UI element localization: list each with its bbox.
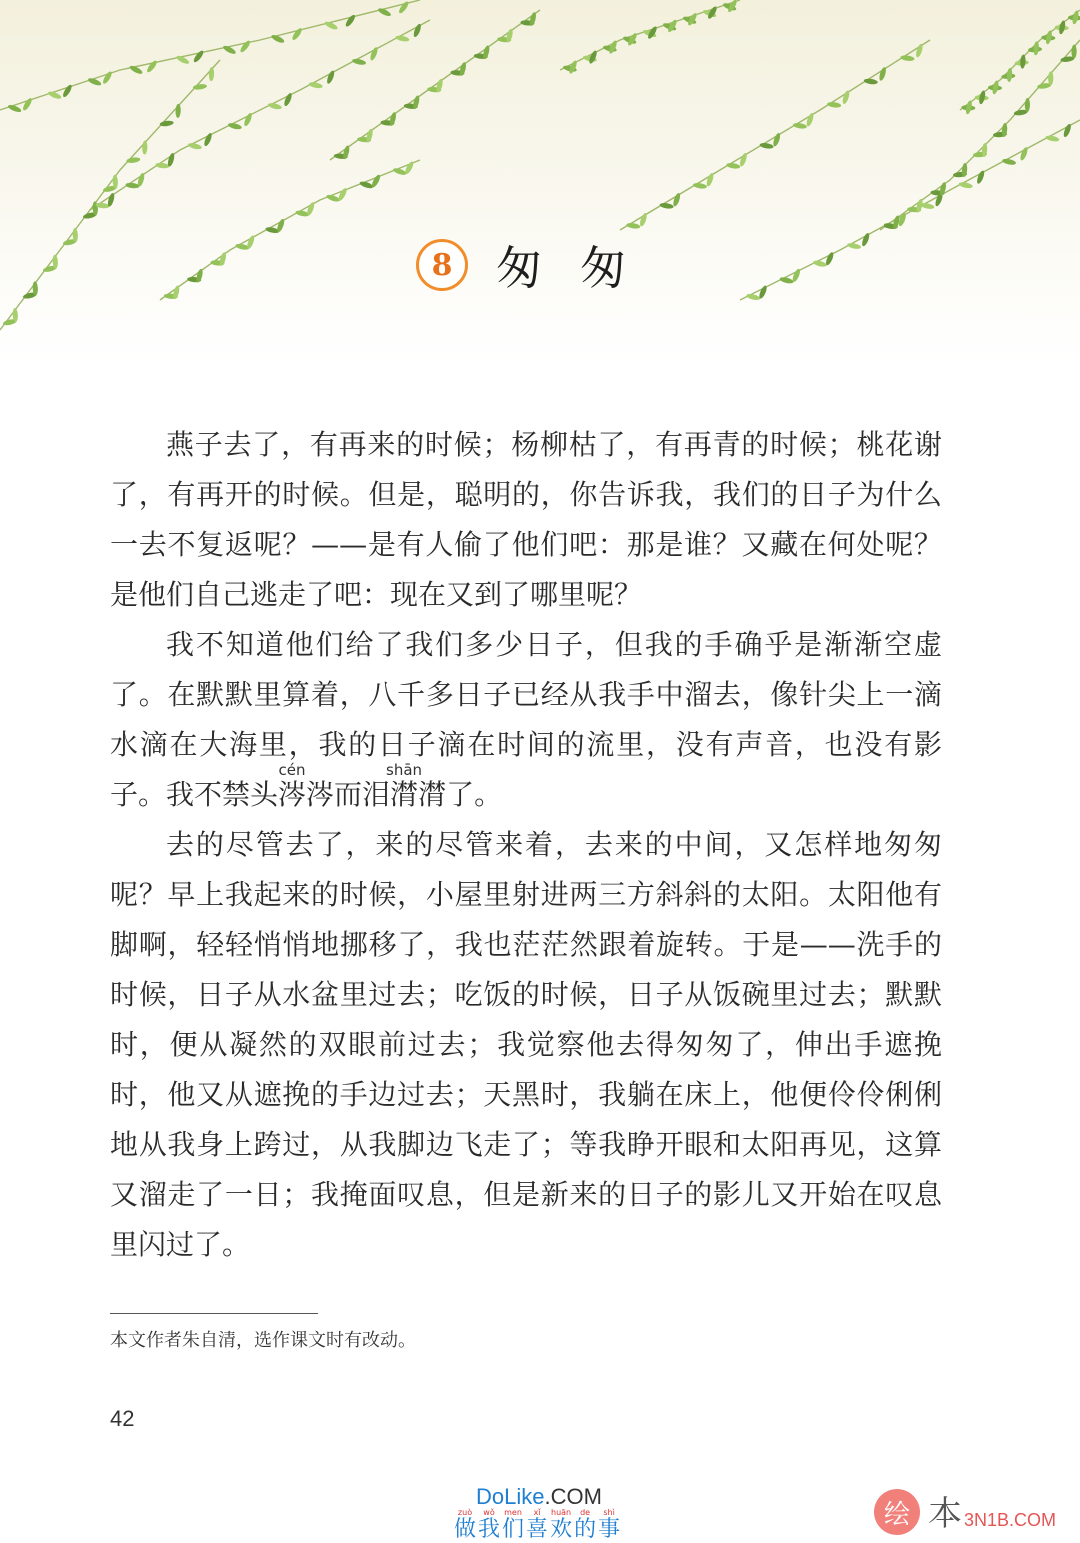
watermark-dolike-main: DoLike: [476, 1484, 545, 1509]
watermark-subtitle-char: 的de: [574, 1508, 597, 1542]
watermark-subtitle-char: 我wǒ: [478, 1508, 501, 1542]
lesson-body: [110, 420, 942, 1270]
watermark-subtitle-char: 事shì: [598, 1508, 621, 1542]
watermark-subtitle-char: 们men: [502, 1508, 525, 1542]
watermark-subtitle-char: 喜xǐ: [526, 1508, 549, 1542]
watermark-subtitle-char: 做zuò: [454, 1508, 477, 1542]
footnote-divider: [110, 1313, 318, 1314]
watermark-dolike-tld: .COM: [544, 1484, 602, 1509]
pinyin-annotated-char: 潸shān: [386, 761, 423, 811]
watermark-dolike: [476, 1484, 602, 1510]
page-number: 42: [110, 1406, 135, 1431]
watermark-subtitle: [454, 1508, 620, 1543]
lesson-title: 匆匆: [496, 241, 664, 295]
paragraph: 我不知道他们给了我们多少日子，但我的手确乎是渐渐空虚了。在默默里算着，八千多日子已经从我手中溜去，像针尖上一滴水滴在大海里，我的日子滴在时间的流里，没有声音，也没有影子。我不禁头涔cén涔而泪潸shān潸了。: [110, 628, 942, 811]
lesson-header: [0, 232, 1080, 298]
paragraph: 去的尽管去了，来的尽管来着，去来的中间，又怎样地匆匆呢？早上我起来的时候，小屋里射进两三方斜斜的太阳。太阳他有脚啊，轻轻悄悄地挪移了，我也茫茫然跟着旋转。于是——洗手的时候，日子从水盆里过去；吃饭的时候，日子从饭碗里过去；默默时，便从凝然的双眼前过去；我觉察他去得匆匆了，伸出手遮挽时，他又从遮挽的手边过去；天黑时，我躺在床上，他便伶伶俐俐地从我身上跨过，从我脚边飞走了；等我睁开眼和太阳再见，这算又溜走了一日；我掩面叹息，但是新来的日子的影儿又开始在叹息里闪过了。: [110, 828, 942, 1261]
willow-branches-icon: [0, 0, 1080, 360]
watermark-ben-char: 本: [928, 1494, 962, 1534]
pinyin-annotated-char: 涔cén: [278, 761, 307, 811]
paragraph: 燕子去了，有再来的时候；杨柳枯了，有再青的时候；桃花谢了，有再开的时候。但是，聪明的，你告诉我，我们的日子为什么一去不复返呢？——是有人偷了他们吧：那是谁？又藏在何处呢？是他们自己逃走了吧：现在又到了哪里呢？: [110, 428, 942, 611]
footnote: 本文作者朱自清，选作课文时有改动。: [110, 1330, 416, 1351]
lesson-number-badge: 8: [416, 239, 468, 291]
watermark-subtitle-char: 欢huān: [550, 1508, 573, 1542]
watermark-domain: 3N1B.COM: [964, 1510, 1057, 1530]
watermark-3n1b: [874, 1486, 1056, 1535]
watermark-circle-logo: 绘: [874, 1489, 920, 1535]
